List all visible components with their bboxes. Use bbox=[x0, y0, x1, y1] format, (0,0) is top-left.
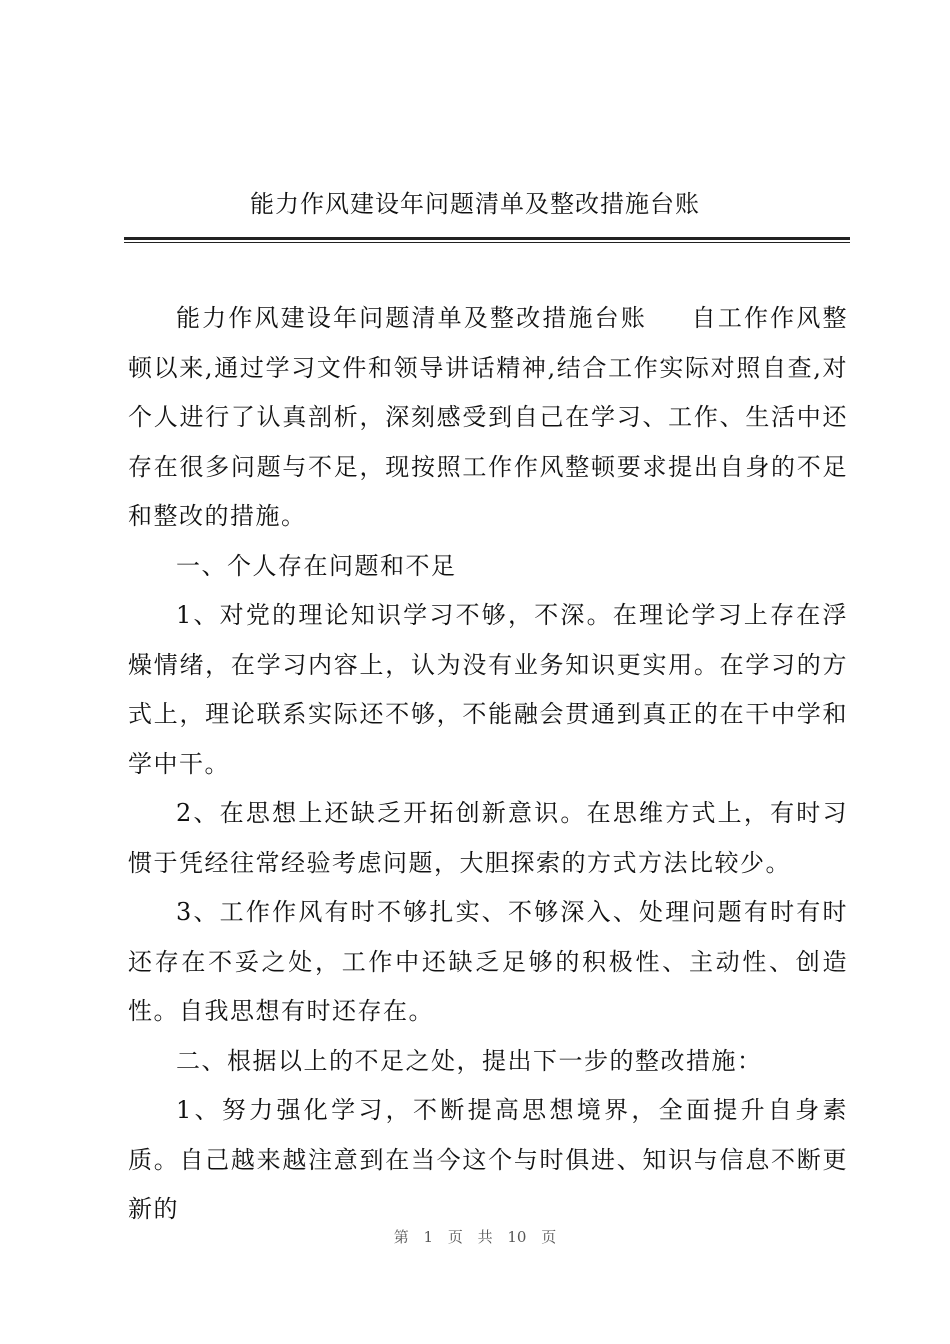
section-heading-measures: 二、根据以上的不足之处，提出下一步的整改措施： bbox=[176, 1046, 763, 1075]
header-divider-thin bbox=[124, 242, 850, 243]
intro-title-text: 能力作风建设年问题清单及整改措施台账 bbox=[176, 304, 647, 332]
document-header-title: 能力作风建设年问题清单及整改措施台账 bbox=[250, 190, 700, 218]
problem-item-3: 3、工作作风有时不够扎实、不够深入、处理问题有时有时还存在不妥之处，工作中还缺乏足够的积极性、主动性、创造性。自我思想有时还存在。 bbox=[128, 898, 848, 1025]
document-body bbox=[128, 294, 848, 1235]
intro-paragraph bbox=[128, 294, 848, 542]
header-divider-thick bbox=[124, 237, 850, 240]
page-number-footer: 第 1 页 共 10 页 bbox=[393, 1228, 557, 1246]
problem-item-1: 1、对党的理论知识学习不够，不深。在理论学习上存在浮燥情绪，在学习内容上，认为没有业务知识更实用。在学习的方式上，理论联系实际还不够，不能融会贯通到真正的在干中学和学中干。 bbox=[128, 601, 848, 778]
measure-item-1: 1、努力强化学习，不断提高思想境界，全面提升自身素质。自己越来越注意到在当今这个与时俱进、知识与信息不断更新的 bbox=[128, 1096, 848, 1223]
problem-item-2: 2、在思想上还缺乏开拓创新意识。在思维方式上，有时习惯于凭经往常经验考虑问题，大胆探索的方式方法比较少。 bbox=[128, 799, 848, 877]
section-heading-problems: 一、个人存在问题和不足 bbox=[176, 551, 457, 580]
intro-body-text: 自工作作风整顿以来,通过学习文件和领导讲话精神,结合工作实际对照自查,对个人进行了认真剖析，深刻感受到自己在学习、工作、生活中还存在很多问题与不足，现按照工作作风整顿要求提出自身的不足和整改的措施。 bbox=[128, 304, 848, 530]
